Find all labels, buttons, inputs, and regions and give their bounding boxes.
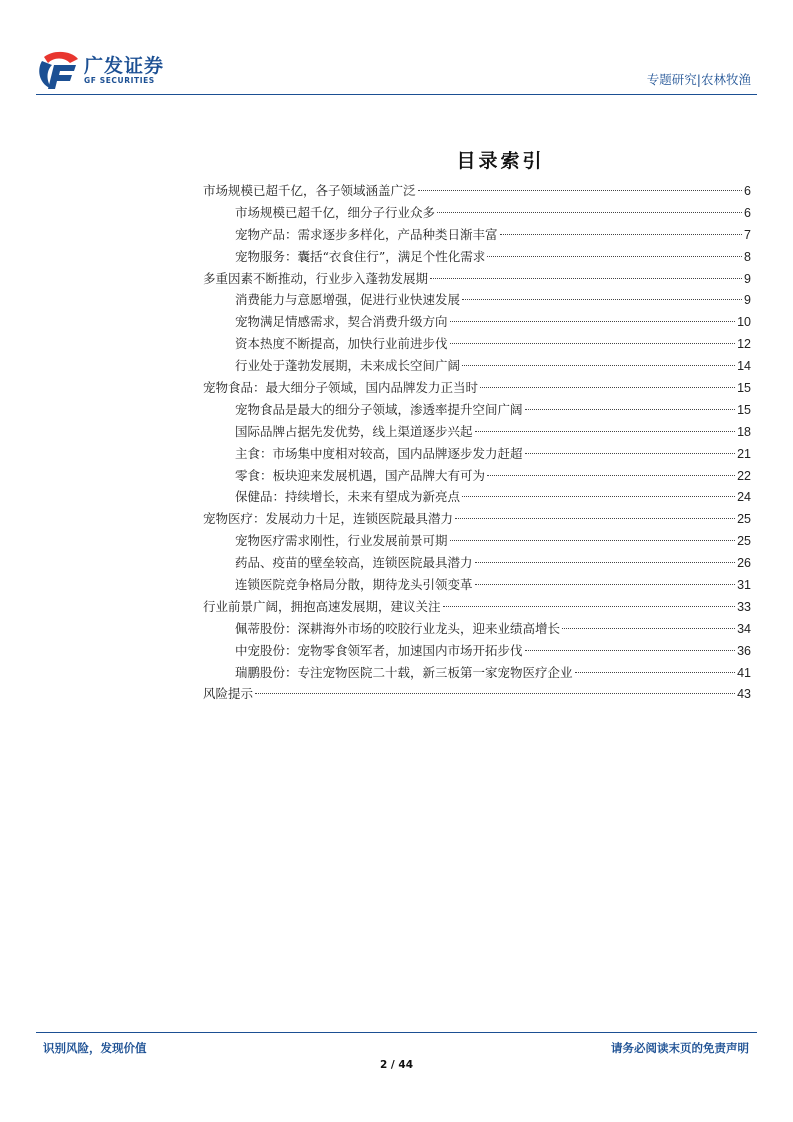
toc-entry-title: 宠物医疗：发展动力十足，连锁医院最具潜力 bbox=[203, 511, 454, 527]
toc-entry[interactable] bbox=[203, 552, 751, 574]
toc-entry-title: 消费能力与意愿增强，促进行业快速发展 bbox=[235, 292, 461, 308]
toc-entry-page: 31 bbox=[737, 578, 751, 593]
toc-entry-title: 多重因素不断推动，行业步入蓬勃发展期 bbox=[203, 270, 429, 286]
toc-leader-dots bbox=[455, 518, 735, 519]
toc-entry-title: 宠物食品是最大的细分子领域，渗透率提升空间广阔 bbox=[235, 401, 523, 417]
toc-entry-title: 药品、疫苗的壁垒较高，连锁医院最具潜力 bbox=[235, 555, 473, 571]
toc-leader-dots bbox=[475, 562, 736, 563]
toc-entry[interactable] bbox=[203, 355, 751, 377]
toc-entry[interactable] bbox=[203, 640, 751, 662]
toc-entry-title: 保健品：持续增长，未来有望成为新亮点 bbox=[235, 489, 461, 505]
toc-leader-dots bbox=[487, 256, 742, 257]
report-category: 专题研究|农林牧渔 bbox=[646, 72, 751, 87]
toc-entry-page: 22 bbox=[737, 468, 751, 483]
toc-entry-title: 宠物服务：囊括“衣食住行”，满足个性化需求 bbox=[235, 248, 486, 264]
toc-entry[interactable] bbox=[203, 465, 751, 487]
toc-entry-page: 41 bbox=[737, 665, 751, 680]
toc-entry[interactable] bbox=[203, 180, 751, 202]
toc-leader-dots bbox=[487, 475, 735, 476]
toc-entry[interactable] bbox=[203, 377, 751, 399]
toc-leader-dots bbox=[450, 321, 736, 322]
toc-entry[interactable] bbox=[203, 246, 751, 268]
toc-entry-title: 宠物医疗需求刚性，行业发展前景可期 bbox=[235, 533, 448, 549]
toc-entry-page: 7 bbox=[744, 227, 751, 242]
logo-chinese-name: 广发证券 bbox=[84, 55, 165, 77]
footer-slogan: 识别风险，发现价值 bbox=[43, 1041, 147, 1055]
toc-leader-dots bbox=[462, 365, 735, 366]
toc-title: 目录索引 bbox=[456, 150, 545, 172]
toc-entry-page: 36 bbox=[737, 643, 751, 658]
toc-leader-dots bbox=[480, 387, 735, 388]
toc-entry-page: 12 bbox=[737, 337, 751, 352]
toc-leader-dots bbox=[437, 212, 742, 213]
toc-entry-title: 宠物食品：最大细分子领域，国内品牌发力正当时 bbox=[203, 380, 479, 396]
toc-entry[interactable] bbox=[203, 333, 751, 355]
toc-entry-title: 行业处于蓬勃发展期，未来成长空间广阔 bbox=[235, 358, 461, 374]
toc-entry-title: 宠物满足情感需求，契合消费升级方向 bbox=[235, 314, 448, 330]
gf-logo-icon bbox=[36, 51, 80, 91]
footer-disclaimer: 请务必阅读末页的免责声明 bbox=[611, 1041, 749, 1055]
toc-entry-title: 中宠股份：宠物零食领军者，加速国内市场开拓步伐 bbox=[235, 642, 523, 658]
toc-leader-dots bbox=[450, 343, 736, 344]
toc-entry[interactable] bbox=[203, 683, 751, 705]
toc-leader-dots bbox=[525, 409, 736, 410]
toc-leader-dots bbox=[525, 650, 736, 651]
toc-leader-dots bbox=[562, 628, 735, 629]
toc-entry[interactable] bbox=[203, 508, 751, 530]
toc-entry[interactable] bbox=[203, 662, 751, 684]
toc-entry-page: 43 bbox=[737, 687, 751, 702]
page-number: 2 / 44 bbox=[379, 1059, 414, 1071]
toc-entry-title: 连锁医院竞争格局分散，期待龙头引领变革 bbox=[235, 577, 473, 593]
table-of-contents bbox=[203, 180, 751, 705]
toc-entry-page: 14 bbox=[737, 359, 751, 374]
toc-entry-page: 18 bbox=[737, 424, 751, 439]
toc-entry[interactable] bbox=[203, 289, 751, 311]
toc-entry-page: 6 bbox=[744, 184, 751, 198]
toc-entry[interactable] bbox=[203, 443, 751, 465]
toc-entry-title: 宠物产品：需求逐步多样化，产品种类日渐丰富 bbox=[235, 226, 498, 242]
toc-leader-dots bbox=[255, 693, 735, 694]
toc-entry[interactable] bbox=[203, 596, 751, 618]
toc-entry[interactable] bbox=[203, 486, 751, 508]
toc-entry-title: 零食：板块迎来发展机遇，国产品牌大有可为 bbox=[235, 467, 486, 483]
toc-leader-dots bbox=[450, 540, 736, 541]
toc-leader-dots bbox=[443, 606, 736, 607]
toc-entry[interactable] bbox=[203, 399, 751, 421]
toc-leader-dots bbox=[462, 299, 742, 300]
toc-entry-title: 市场规模已超千亿，细分子行业众多 bbox=[235, 204, 436, 220]
toc-leader-dots bbox=[500, 234, 743, 235]
toc-entry[interactable] bbox=[203, 618, 751, 640]
page-header bbox=[36, 50, 757, 92]
toc-entry-title: 瑞鹏股份：专注宠物医院二十载，新三板第一家宠物医疗企业 bbox=[235, 664, 573, 680]
toc-leader-dots bbox=[418, 190, 743, 191]
company-logo bbox=[36, 50, 164, 92]
logo-english-name: GF SECURITIES bbox=[84, 76, 155, 85]
toc-entry-title: 资本热度不断提高，加快行业前进步伐 bbox=[235, 336, 448, 352]
toc-entry-page: 15 bbox=[737, 402, 751, 417]
toc-entry-page: 21 bbox=[737, 446, 751, 461]
toc-entry-page: 24 bbox=[737, 490, 751, 505]
toc-entry[interactable] bbox=[203, 421, 751, 443]
footer-divider bbox=[36, 1032, 757, 1033]
toc-entry-page: 33 bbox=[737, 599, 751, 614]
toc-entry-page: 10 bbox=[737, 315, 751, 330]
toc-entry-page: 15 bbox=[737, 381, 751, 396]
toc-entry-page: 8 bbox=[744, 249, 751, 264]
header-divider bbox=[36, 94, 757, 95]
toc-entry[interactable] bbox=[203, 311, 751, 333]
toc-entry-title: 市场规模已超千亿，各子领域涵盖广泛 bbox=[203, 183, 416, 198]
toc-entry-page: 34 bbox=[737, 621, 751, 636]
toc-entry-page: 25 bbox=[737, 534, 751, 549]
toc-leader-dots bbox=[525, 453, 736, 454]
toc-entry[interactable] bbox=[203, 224, 751, 246]
toc-leader-dots bbox=[462, 496, 735, 497]
toc-leader-dots bbox=[475, 431, 736, 432]
toc-entry-page: 9 bbox=[744, 293, 751, 308]
toc-entry[interactable] bbox=[203, 202, 751, 224]
toc-leader-dots bbox=[575, 672, 736, 673]
toc-entry[interactable] bbox=[203, 574, 751, 596]
toc-entry-title: 国际品牌占据先发优势，线上渠道逐步兴起 bbox=[235, 423, 473, 439]
toc-leader-dots bbox=[475, 584, 736, 585]
toc-entry-title: 风险提示 bbox=[203, 686, 254, 702]
toc-leader-dots bbox=[430, 278, 742, 279]
toc-entry-title: 佩蒂股份：深耕海外市场的咬胶行业龙头，迎来业绩高增长 bbox=[235, 620, 561, 636]
toc-entry-title: 主食：市场集中度相对较高，国内品牌逐步发力赶超 bbox=[235, 445, 523, 461]
toc-entry[interactable] bbox=[203, 530, 751, 552]
toc-entry-page: 9 bbox=[744, 271, 751, 286]
toc-entry-page: 25 bbox=[737, 512, 751, 527]
toc-entry[interactable] bbox=[203, 268, 751, 290]
toc-entry-title: 行业前景广阔，拥抱高速发展期，建议关注 bbox=[203, 598, 441, 614]
toc-entry-page: 6 bbox=[744, 205, 751, 220]
toc-entry-page: 26 bbox=[737, 556, 751, 571]
